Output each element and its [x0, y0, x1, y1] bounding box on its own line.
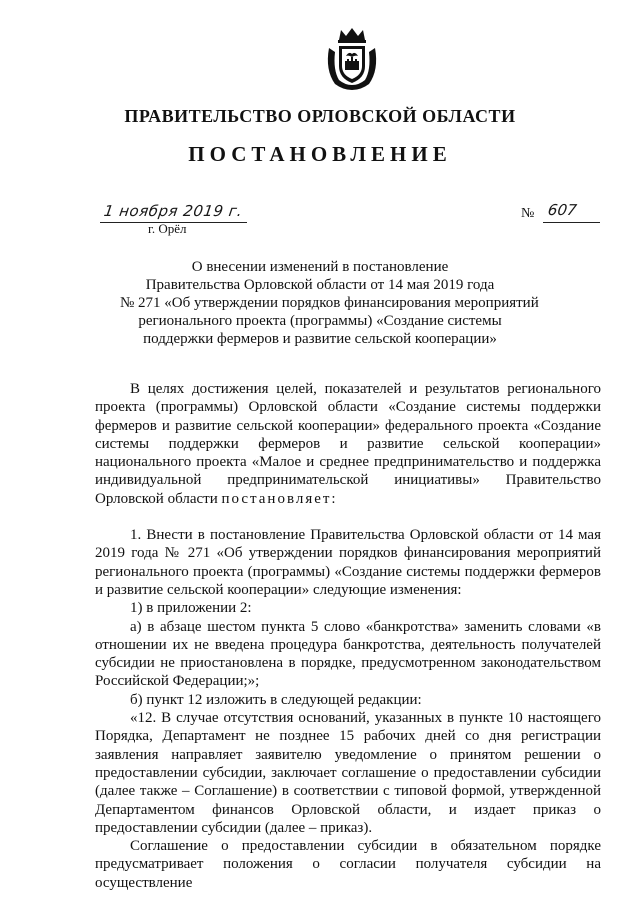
body-paragraph: Соглашение о предоставлении субсидии в обязательном порядке предусматривает положения о согласии получателя субсидии на осуществление [95, 838, 601, 891]
subject-line: № 271 «Об утверждении порядков финансирования мероприятий [120, 295, 539, 311]
coat-of-arms-icon [325, 26, 379, 92]
decree-word: постановляет: [221, 490, 338, 507]
handwritten-number: 607 [546, 201, 578, 219]
body-paragraph: а) в абзаце шестом пункта 5 слово «банкротства» заменить словами «в отношении их не введена процедура банкротства, деятельность получателей субсидии не приостановлена в порядке, предусмотренном законодательством Российской Федерации;»; [95, 618, 601, 690]
preamble-text: В целях достижения целей, показателей и результатов регионального проекта (программы) Орловской области «Создание системы поддержки фермеров и развитие сельской кооперации» федерального проекта «Создание системы поддержки фермеров и развитие сельской кооперации» национального проекта «Малое и среднее предпринимательство и поддержка индивидуальной предпринимательской инициативы» Правительство Орловской области [95, 381, 601, 507]
document-type-heading: ПОСТАНОВЛЕНИЕ [188, 142, 452, 166]
document-subject [120, 258, 539, 348]
document-body [95, 380, 601, 892]
subject-line: поддержки фермеров и развитие сельской кооперации» [143, 331, 497, 347]
body-paragraph: «12. В случае отсутствия оснований, указанных в пункте 10 настоящего Порядка, Департамент не позднее 15 рабочих дней со дня регистрации заявления направляет заявителю уведомление о принятом решении о предоставлении субсидии, заключает соглашение о предоставлении субсидии (далее также – Соглашение) в соответствии с типовой формой, утвержденной Департаментом финансов Орловской области, и издает приказ о предоставлении субсидии (далее – приказ). [95, 710, 601, 836]
subject-line: О внесении изменений в постановление [191, 259, 449, 275]
handwritten-date: 1 ноября 2019 г. [102, 202, 244, 220]
subject-line: Правительства Орловской области от 14 мая 2019 года [145, 277, 495, 293]
paragraph-gap [95, 508, 601, 526]
subject-line: регионального проекта (программы) «Создание системы [138, 313, 502, 329]
number-underline [543, 222, 600, 223]
number-label: № [521, 206, 535, 221]
city-name: г. Орёл [148, 221, 187, 236]
organization-title: ПРАВИТЕЛЬСТВО ОРЛОВСКОЙ ОБЛАСТИ [124, 106, 516, 126]
preamble-paragraph [95, 380, 601, 508]
body-paragraph: 1. Внести в постановление Правительства Орловской области от 14 мая 2019 года № 271 «Об утверждении порядков финансирования мероприятий регионального проекта (программы) «Создание системы поддержки фермеров и развитие сельской кооперации» следующие изменения: [95, 527, 601, 598]
body-paragraph: 1) в приложении 2: [130, 600, 252, 617]
body-paragraph: б) пункт 12 изложить в следующей редакции: [130, 691, 422, 708]
